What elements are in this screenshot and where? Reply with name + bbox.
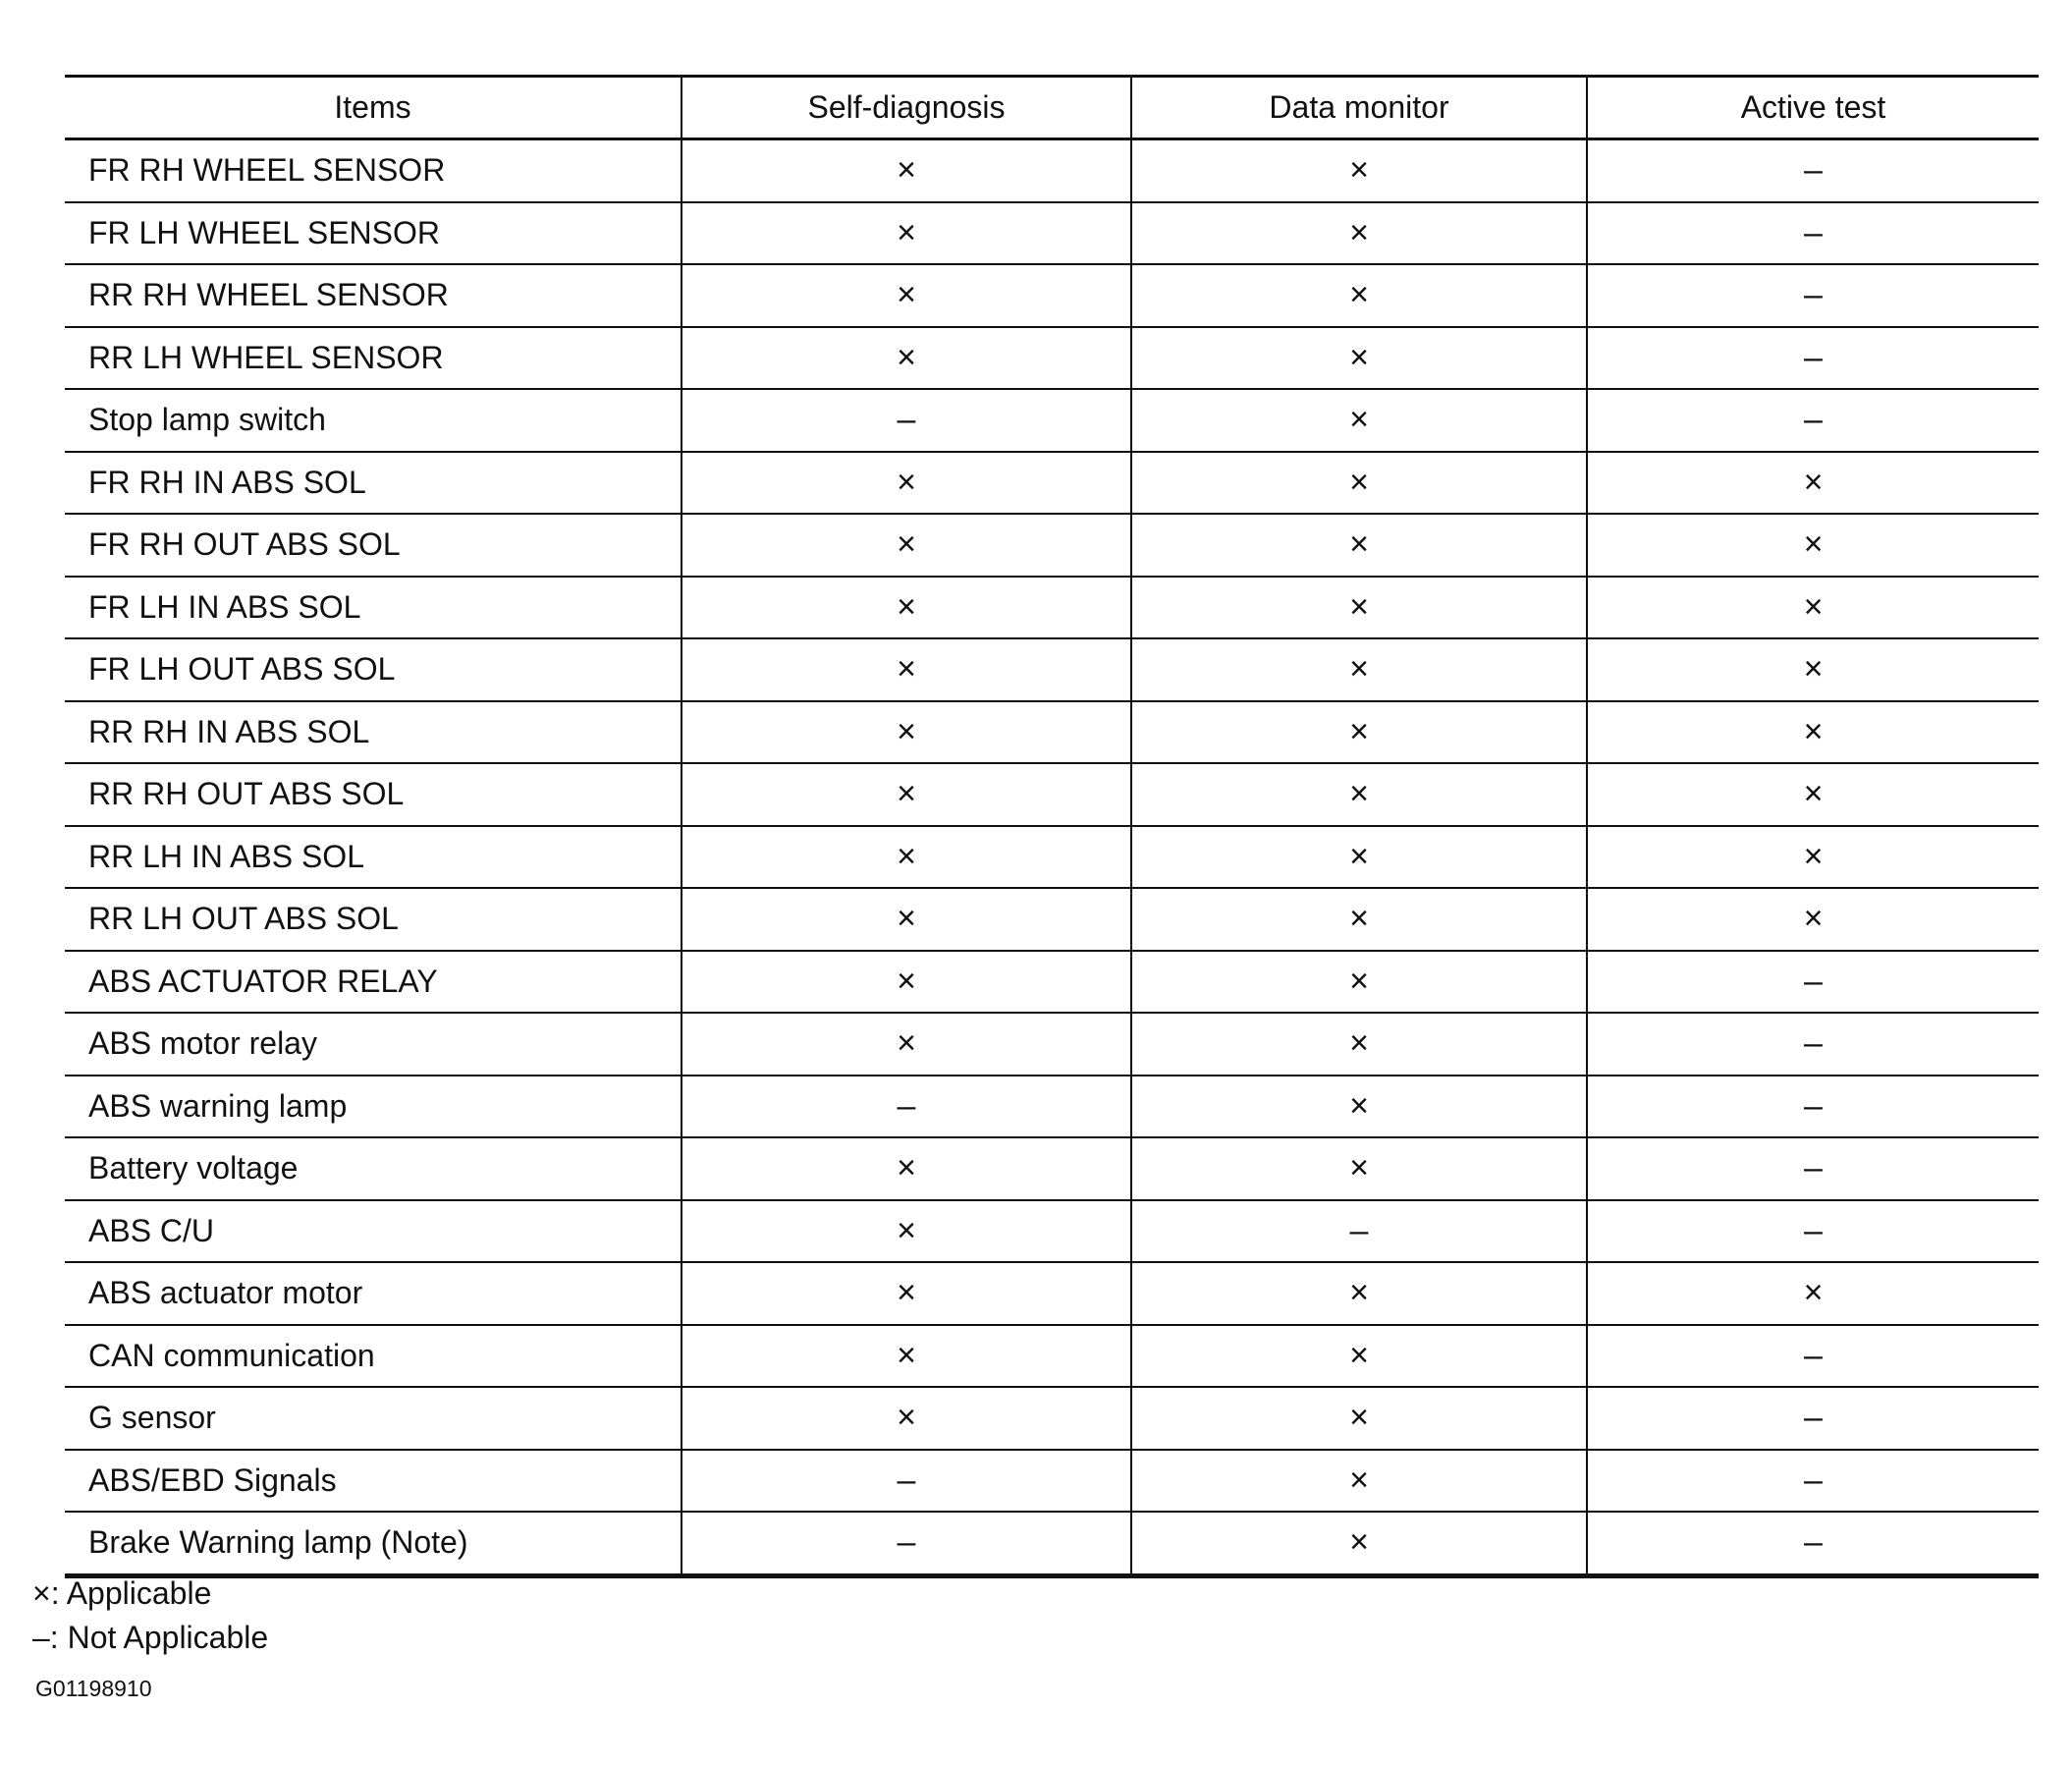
data-monitor-cell: × — [1131, 1262, 1587, 1325]
table-row — [65, 1262, 2039, 1325]
active-test-cell: – — [1587, 139, 2039, 202]
table-row — [65, 202, 2039, 265]
header-data-monitor: Data monitor — [1131, 77, 1587, 139]
data-monitor-cell: × — [1131, 139, 1587, 202]
data-monitor-cell: × — [1131, 327, 1587, 390]
item-name: FR LH IN ABS SOL — [65, 577, 682, 639]
item-name: G sensor — [65, 1387, 682, 1450]
self-diagnosis-cell: × — [682, 1137, 1131, 1200]
table-row — [65, 327, 2039, 390]
item-name: FR LH OUT ABS SOL — [65, 638, 682, 701]
self-diagnosis-cell: × — [682, 139, 1131, 202]
self-diagnosis-cell: × — [682, 202, 1131, 265]
active-test-cell: × — [1587, 763, 2039, 826]
active-test-cell: – — [1587, 1387, 2039, 1450]
active-test-cell: × — [1587, 452, 2039, 515]
table-row — [65, 514, 2039, 577]
self-diagnosis-cell: × — [682, 888, 1131, 951]
item-name: Brake Warning lamp (Note) — [65, 1512, 682, 1575]
item-name: ABS ACTUATOR RELAY — [65, 951, 682, 1014]
self-diagnosis-cell: × — [682, 638, 1131, 701]
legend-applicable: ×: Applicable — [32, 1575, 212, 1611]
active-test-cell: × — [1587, 514, 2039, 577]
item-name: CAN communication — [65, 1325, 682, 1388]
data-monitor-cell: × — [1131, 638, 1587, 701]
data-monitor-cell: – — [1131, 1200, 1587, 1263]
figure-id: G01198910 — [35, 1676, 152, 1701]
table-row — [65, 452, 2039, 515]
active-test-cell: × — [1587, 826, 2039, 889]
item-name: RR RH WHEEL SENSOR — [65, 264, 682, 327]
self-diagnosis-cell: × — [682, 951, 1131, 1014]
item-name: ABS/EBD Signals — [65, 1450, 682, 1513]
data-monitor-cell: × — [1131, 264, 1587, 327]
item-name: ABS motor relay — [65, 1013, 682, 1076]
active-test-cell: – — [1587, 1325, 2039, 1388]
table-row — [65, 763, 2039, 826]
table-row — [65, 951, 2039, 1014]
self-diagnosis-cell: – — [682, 1450, 1131, 1513]
item-name: RR RH IN ABS SOL — [65, 701, 682, 764]
table-row — [65, 264, 2039, 327]
self-diagnosis-cell: × — [682, 826, 1131, 889]
header-self-diagnosis: Self-diagnosis — [682, 77, 1131, 139]
data-monitor-cell: × — [1131, 1013, 1587, 1076]
data-monitor-cell: × — [1131, 1512, 1587, 1575]
table-row — [65, 1512, 2039, 1575]
item-name: Stop lamp switch — [65, 389, 682, 452]
data-monitor-cell: × — [1131, 1387, 1587, 1450]
table-row — [65, 1137, 2039, 1200]
data-monitor-cell: × — [1131, 1450, 1587, 1513]
item-name: RR LH WHEEL SENSOR — [65, 327, 682, 390]
header-active-test: Active test — [1587, 77, 2039, 139]
active-test-cell: – — [1587, 202, 2039, 265]
diagnosis-items-table — [65, 75, 2039, 1578]
active-test-cell: – — [1587, 1137, 2039, 1200]
self-diagnosis-cell: – — [682, 1512, 1131, 1575]
active-test-cell: – — [1587, 1013, 2039, 1076]
item-name: FR RH IN ABS SOL — [65, 452, 682, 515]
active-test-cell: × — [1587, 577, 2039, 639]
self-diagnosis-cell: × — [682, 701, 1131, 764]
item-name: RR LH OUT ABS SOL — [65, 888, 682, 951]
data-monitor-cell: × — [1131, 389, 1587, 452]
active-test-cell: – — [1587, 1450, 2039, 1513]
active-test-cell: × — [1587, 1262, 2039, 1325]
table-row — [65, 1076, 2039, 1138]
data-monitor-cell: × — [1131, 1076, 1587, 1138]
table-row — [65, 638, 2039, 701]
table-row — [65, 1450, 2039, 1513]
self-diagnosis-cell: – — [682, 389, 1131, 452]
table-row — [65, 1013, 2039, 1076]
self-diagnosis-cell: × — [682, 452, 1131, 515]
table-row — [65, 1325, 2039, 1388]
legend-not-applicable: –: Not Applicable — [32, 1620, 269, 1655]
data-monitor-cell: × — [1131, 826, 1587, 889]
active-test-cell: – — [1587, 1200, 2039, 1263]
item-name: RR RH OUT ABS SOL — [65, 763, 682, 826]
item-name: FR RH WHEEL SENSOR — [65, 139, 682, 202]
table-row — [65, 577, 2039, 639]
active-test-cell: × — [1587, 638, 2039, 701]
table-row — [65, 139, 2039, 202]
item-name: Battery voltage — [65, 1137, 682, 1200]
item-name: RR LH IN ABS SOL — [65, 826, 682, 889]
data-monitor-cell: × — [1131, 951, 1587, 1014]
data-monitor-cell: × — [1131, 577, 1587, 639]
self-diagnosis-cell: × — [682, 577, 1131, 639]
self-diagnosis-cell: × — [682, 1200, 1131, 1263]
active-test-cell: × — [1587, 701, 2039, 764]
table-row — [65, 701, 2039, 764]
header-items: Items — [65, 77, 682, 139]
active-test-cell: – — [1587, 264, 2039, 327]
data-monitor-cell: × — [1131, 888, 1587, 951]
table-row — [65, 826, 2039, 889]
active-test-cell: – — [1587, 1076, 2039, 1138]
data-monitor-cell: × — [1131, 514, 1587, 577]
item-name: ABS C/U — [65, 1200, 682, 1263]
item-name: ABS warning lamp — [65, 1076, 682, 1138]
active-test-cell: × — [1587, 888, 2039, 951]
active-test-cell: – — [1587, 951, 2039, 1014]
table-row — [65, 1387, 2039, 1450]
self-diagnosis-cell: × — [682, 1387, 1131, 1450]
table-header-row — [65, 77, 2039, 139]
data-monitor-cell: × — [1131, 701, 1587, 764]
self-diagnosis-cell: × — [682, 327, 1131, 390]
data-monitor-cell: × — [1131, 452, 1587, 515]
table-row — [65, 888, 2039, 951]
data-monitor-cell: × — [1131, 1137, 1587, 1200]
self-diagnosis-cell: × — [682, 763, 1131, 826]
table-row — [65, 389, 2039, 452]
data-monitor-cell: × — [1131, 1325, 1587, 1388]
data-monitor-cell: × — [1131, 763, 1587, 826]
active-test-cell: – — [1587, 327, 2039, 390]
item-name: ABS actuator motor — [65, 1262, 682, 1325]
data-monitor-cell: × — [1131, 202, 1587, 265]
self-diagnosis-cell: × — [682, 514, 1131, 577]
active-test-cell: – — [1587, 1512, 2039, 1575]
table-row — [65, 1200, 2039, 1263]
item-name: FR LH WHEEL SENSOR — [65, 202, 682, 265]
self-diagnosis-cell: × — [682, 264, 1131, 327]
self-diagnosis-cell: × — [682, 1262, 1131, 1325]
self-diagnosis-cell: × — [682, 1013, 1131, 1076]
self-diagnosis-cell: – — [682, 1076, 1131, 1138]
active-test-cell: – — [1587, 389, 2039, 452]
item-name: FR RH OUT ABS SOL — [65, 514, 682, 577]
self-diagnosis-cell: × — [682, 1325, 1131, 1388]
table-body — [65, 139, 2039, 1576]
